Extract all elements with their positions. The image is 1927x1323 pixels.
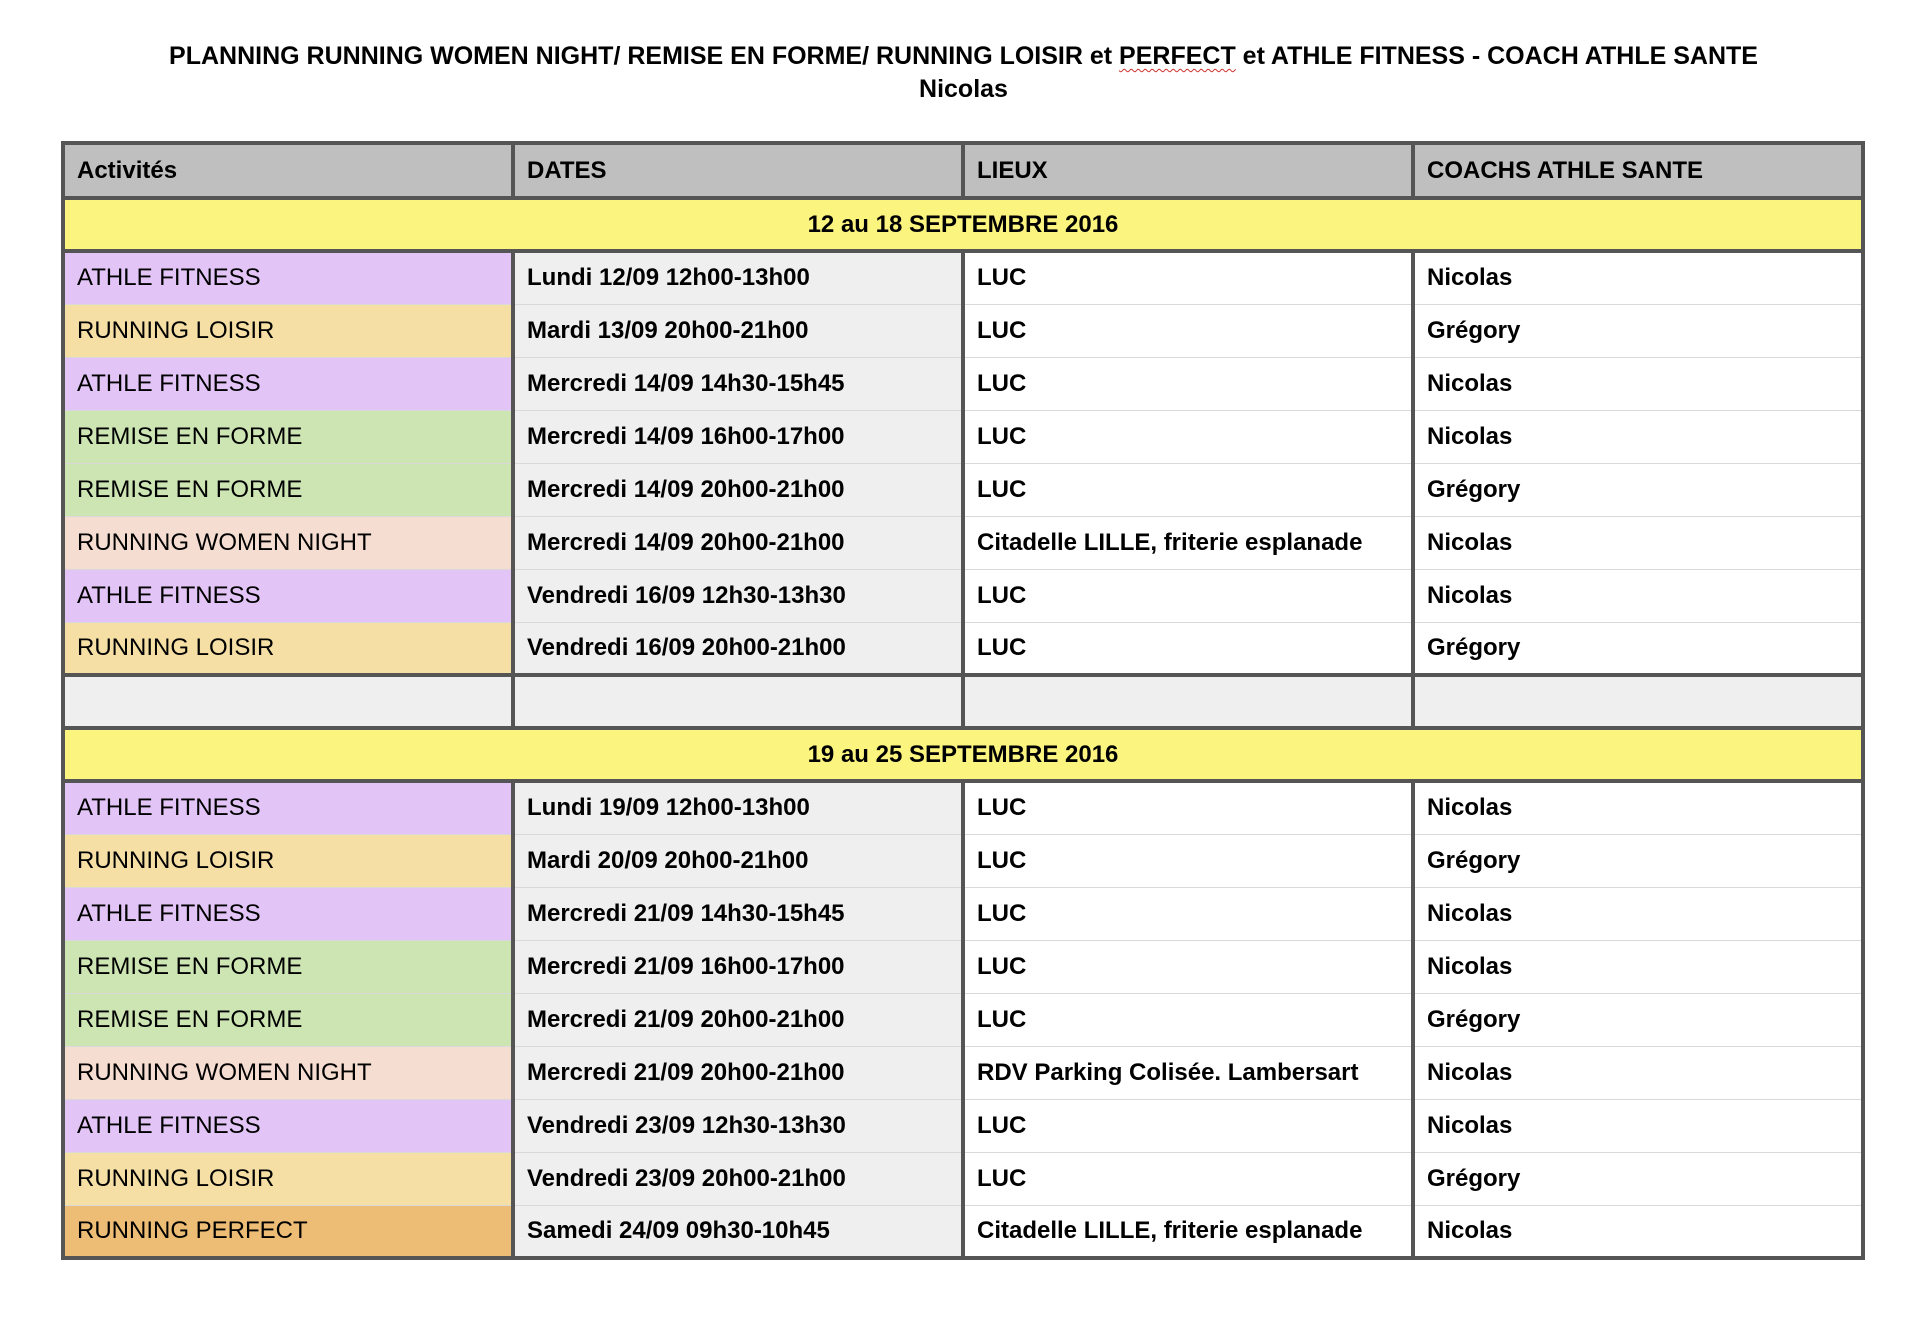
header-activities: Activités <box>63 143 513 198</box>
date-cell: Vendredi 16/09 12h30-13h30 <box>513 569 963 622</box>
coach-cell: Grégory <box>1413 463 1863 516</box>
date-cell: Mercredi 14/09 20h00-21h00 <box>513 463 963 516</box>
activity-cell: ATHLE FITNESS <box>63 781 513 834</box>
coach-cell: Nicolas <box>1413 569 1863 622</box>
title-line-2: Nicolas <box>919 75 1008 103</box>
table-row <box>63 940 1863 993</box>
date-cell: Vendredi 23/09 20h00-21h00 <box>513 1152 963 1205</box>
place-cell: LUC <box>963 463 1413 516</box>
place-cell: Citadelle LILLE, friterie esplanade <box>963 516 1413 569</box>
date-cell: Mercredi 21/09 20h00-21h00 <box>513 993 963 1046</box>
coach-cell: Nicolas <box>1413 1205 1863 1258</box>
date-cell: Mercredi 21/09 14h30-15h45 <box>513 887 963 940</box>
coach-cell: Nicolas <box>1413 1099 1863 1152</box>
activity-cell: REMISE EN FORME <box>63 993 513 1046</box>
spacer-row <box>63 675 1863 728</box>
header-places: LIEUX <box>963 143 1413 198</box>
table-row <box>63 516 1863 569</box>
coach-cell: Grégory <box>1413 304 1863 357</box>
place-cell: LUC <box>963 1152 1413 1205</box>
table-row <box>63 1099 1863 1152</box>
place-cell: LUC <box>963 1099 1413 1152</box>
place-cell: LUC <box>963 834 1413 887</box>
place-cell: LUC <box>963 887 1413 940</box>
coach-cell: Nicolas <box>1413 1046 1863 1099</box>
title-line-1 <box>80 40 1847 73</box>
date-cell: Samedi 24/09 09h30-10h45 <box>513 1205 963 1258</box>
place-cell: Citadelle LILLE, friterie esplanade <box>963 1205 1413 1258</box>
table-row <box>63 993 1863 1046</box>
table-row <box>63 463 1863 516</box>
place-cell: LUC <box>963 357 1413 410</box>
activity-cell: RUNNING WOMEN NIGHT <box>63 516 513 569</box>
empty-cell <box>513 675 963 728</box>
date-cell: Vendredi 23/09 12h30-13h30 <box>513 1099 963 1152</box>
place-cell: LUC <box>963 410 1413 463</box>
activity-cell: RUNNING LOISIR <box>63 622 513 675</box>
date-cell: Mercredi 21/09 16h00-17h00 <box>513 940 963 993</box>
place-cell: LUC <box>963 304 1413 357</box>
table-row <box>63 410 1863 463</box>
date-cell: Mercredi 14/09 16h00-17h00 <box>513 410 963 463</box>
activity-cell: ATHLE FITNESS <box>63 887 513 940</box>
empty-cell <box>63 675 513 728</box>
activity-cell: RUNNING LOISIR <box>63 304 513 357</box>
date-cell: Mardi 20/09 20h00-21h00 <box>513 834 963 887</box>
table-row <box>63 304 1863 357</box>
place-cell: LUC <box>963 781 1413 834</box>
activity-cell: REMISE EN FORME <box>63 463 513 516</box>
week-banner-row <box>63 728 1863 781</box>
table-row <box>63 569 1863 622</box>
coach-cell: Nicolas <box>1413 410 1863 463</box>
place-cell: LUC <box>963 622 1413 675</box>
activity-cell: RUNNING LOISIR <box>63 1152 513 1205</box>
week-label: 19 au 25 SEPTEMBRE 2016 <box>63 728 1863 781</box>
table-row <box>63 357 1863 410</box>
date-cell: Mercredi 14/09 14h30-15h45 <box>513 357 963 410</box>
table-row <box>63 1152 1863 1205</box>
coach-cell: Nicolas <box>1413 781 1863 834</box>
header-coaches: COACHS ATHLE SANTE <box>1413 143 1863 198</box>
date-cell: Mercredi 21/09 20h00-21h00 <box>513 1046 963 1099</box>
page-title <box>80 40 1847 106</box>
activity-cell: ATHLE FITNESS <box>63 357 513 410</box>
date-cell: Mardi 13/09 20h00-21h00 <box>513 304 963 357</box>
place-cell: LUC <box>963 251 1413 304</box>
table-row <box>63 1046 1863 1099</box>
title-text-part-2: et ATHLE FITNESS - COACH ATHLE SANTE <box>1235 42 1758 70</box>
activity-cell: RUNNING WOMEN NIGHT <box>63 1046 513 1099</box>
coach-cell: Nicolas <box>1413 940 1863 993</box>
schedule-table <box>61 141 1865 1260</box>
title-misspelled-word: PERFECT <box>1119 42 1236 70</box>
table-row <box>63 781 1863 834</box>
coach-cell: Nicolas <box>1413 357 1863 410</box>
table-row <box>63 834 1863 887</box>
place-cell: LUC <box>963 993 1413 1046</box>
place-cell: LUC <box>963 940 1413 993</box>
date-cell: Lundi 19/09 12h00-13h00 <box>513 781 963 834</box>
coach-cell: Nicolas <box>1413 251 1863 304</box>
date-cell: Lundi 12/09 12h00-13h00 <box>513 251 963 304</box>
activity-cell: REMISE EN FORME <box>63 410 513 463</box>
place-cell: RDV Parking Colisée. Lambersart <box>963 1046 1413 1099</box>
coach-cell: Grégory <box>1413 834 1863 887</box>
table-row <box>63 622 1863 675</box>
title-text-part-1: PLANNING RUNNING WOMEN NIGHT/ REMISE EN FORME/ RUNNING LOISIR et <box>169 42 1120 70</box>
activity-cell: ATHLE FITNESS <box>63 1099 513 1152</box>
coach-cell: Nicolas <box>1413 887 1863 940</box>
coach-cell: Nicolas <box>1413 516 1863 569</box>
activity-cell: ATHLE FITNESS <box>63 251 513 304</box>
empty-cell <box>1413 675 1863 728</box>
empty-cell <box>963 675 1413 728</box>
place-cell: LUC <box>963 569 1413 622</box>
coach-cell: Grégory <box>1413 1152 1863 1205</box>
coach-cell: Grégory <box>1413 993 1863 1046</box>
activity-cell: RUNNING LOISIR <box>63 834 513 887</box>
header-dates: DATES <box>513 143 963 198</box>
date-cell: Vendredi 16/09 20h00-21h00 <box>513 622 963 675</box>
table-row <box>63 887 1863 940</box>
activity-cell: RUNNING PERFECT <box>63 1205 513 1258</box>
week-label: 12 au 18 SEPTEMBRE 2016 <box>63 198 1863 251</box>
coach-cell: Grégory <box>1413 622 1863 675</box>
header-row <box>63 143 1863 198</box>
activity-cell: REMISE EN FORME <box>63 940 513 993</box>
activity-cell: ATHLE FITNESS <box>63 569 513 622</box>
table-row <box>63 1205 1863 1258</box>
table-row <box>63 251 1863 304</box>
date-cell: Mercredi 14/09 20h00-21h00 <box>513 516 963 569</box>
week-banner-row <box>63 198 1863 251</box>
